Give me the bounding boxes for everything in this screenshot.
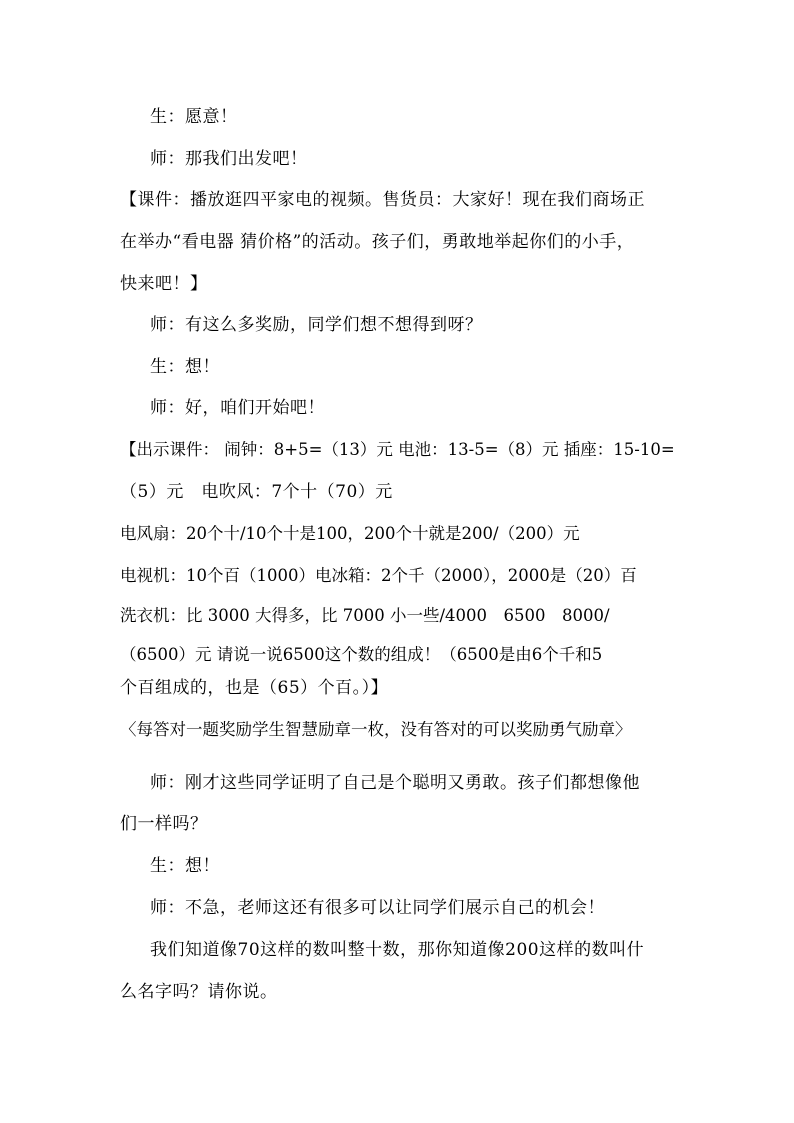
text-line: 【出示课件： 闹钟：8+5=（13）元 电池：13-5=（8）元 插座：15-10=	[120, 440, 675, 459]
text-line: 生：愿意！	[150, 107, 238, 127]
text-line: 洗衣机：比 3000 大得多，比 7000 小一些/4000 6500 8000/	[120, 606, 610, 625]
text-line: 师：好，咱们开始吧！	[150, 398, 325, 418]
text-line: （5）元 电吹风：7个十（70）元	[120, 482, 393, 502]
text-line: 我们知道像70这样的数叫整十数，那你知道像200这样的数叫什	[150, 940, 645, 960]
text-line: 在举办“看电器 猜价格”的活动。孩子们，勇敢地举起你们的小手，	[120, 232, 635, 252]
text-line: 师：那我们出发吧！	[150, 149, 308, 169]
text-line: 师：有这么多奖励，同学们想不想得到呀？	[150, 315, 483, 335]
text-line: 快来吧！】	[120, 274, 208, 294]
text-line: 电视机：10个百（1000）电冰箱：2个千（2000），2000是（20）百	[120, 566, 637, 585]
text-line: 师：刚才这些同学证明了自己是个聪明又勇敢。孩子们都想像他	[150, 773, 640, 793]
text-line: 个百组成的，也是（65）个百。）】	[120, 678, 389, 698]
text-line: 师：不急，老师这还有很多可以让同学们展示自己的机会！	[150, 898, 605, 918]
text-line: 【课件：播放逛四平家电的视频。售货员：大家好！现在我们商场正	[120, 190, 645, 210]
text-line: 么名字吗？请你说。	[120, 982, 278, 1002]
text-line: 电风扇：20个十/10个十是100，200个十就是200/（200）元	[120, 524, 580, 543]
text-line: 生：想！	[150, 856, 220, 876]
text-line: 生：想！	[150, 357, 220, 377]
text-line: 们一样吗？	[120, 814, 208, 834]
text-line: 〈每答对一题奖励学生智慧励章一枚，没有答对的可以奖励勇气励章〉	[120, 720, 632, 739]
text-line: （6500）元 请说一说6500这个数的组成！（6500是由6个千和5	[120, 645, 603, 664]
